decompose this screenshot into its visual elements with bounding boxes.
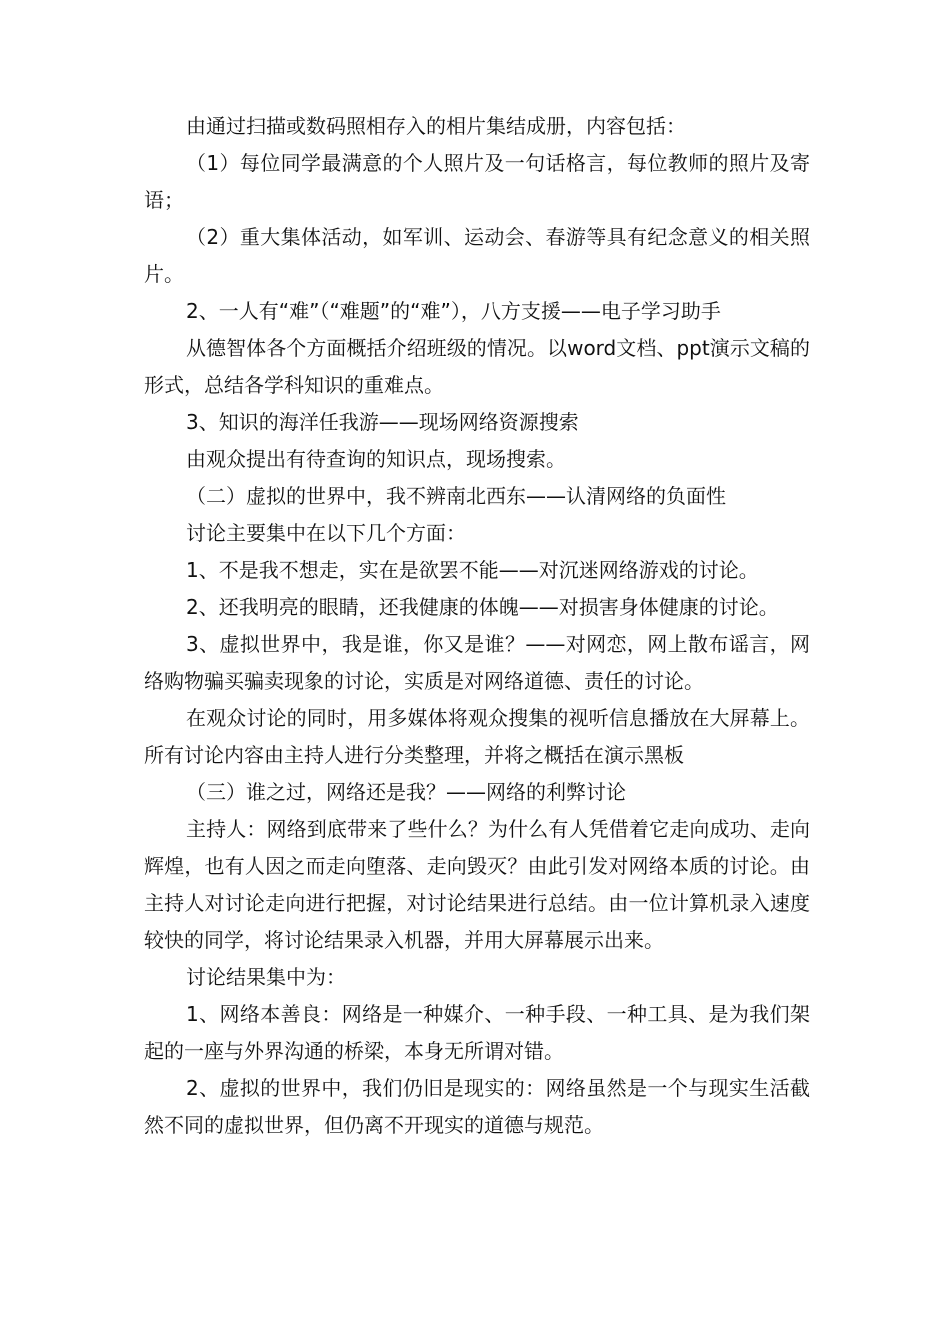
paragraph-item-1: （1）每位同学最满意的个人照片及一句话格言，每位教师的照片及寄语； [144,151,810,212]
paragraph-part-2-heading: （二）虚拟的世界中，我不辨南北西东——认清网络的负面性 [186,484,726,508]
paragraph-discussion-intro: 讨论主要集中在以下几个方面： [186,521,466,545]
paragraph-results-intro: 讨论结果集中为： [186,965,346,989]
paragraph-discussion-1: 1、不是我不想走，实在是欲罢不能——对沉迷网络游戏的讨论。 [186,558,759,582]
paragraph-section-3-body: 由观众提出有待查询的知识点，现场搜索。 [186,447,566,471]
paragraph-multimedia: 在观众讨论的同时，用多媒体将观众搜集的视听信息播放在大屏幕上。所有讨论内容由主持人进行分类整理，并将之概括在演示黑板 [144,706,810,767]
paragraph-discussion-3: 3、虚拟世界中，我是谁，你又是谁？——对网恋，网上散布谣言，网络购物骗买骗卖现象的讨论，实质是对网络道德、责任的讨论。 [144,632,810,693]
paragraph-result-1: 1、网络本善良：网络是一种媒介、一种手段、一种工具、是为我们架起的一座与外界沟通的桥梁，本身无所谓对错。 [144,1002,810,1063]
paragraph-section-2-body: 从德智体各个方面概括介绍班级的情况。以word文档、ppt演示文稿的形式，总结各学科知识的重难点。 [144,336,810,397]
paragraph-section-3-heading: 3、知识的海洋任我游——现场网络资源搜索 [186,410,579,434]
paragraph-discussion-2: 2、还我明亮的眼睛，还我健康的体魄——对损害身体健康的讨论。 [186,595,779,619]
paragraph-photo-album-intro: 由通过扫描或数码照相存入的相片集结成册，内容包括： [186,114,686,138]
paragraph-section-2-heading: 2、一人有“难”（“难题”的“难”），八方支援——电子学习助手 [186,299,721,323]
paragraph-host-discussion: 主持人：网络到底带来了些什么？为什么有人凭借着它走向成功、走向辉煌，也有人因之而走向堕落、走向毁灭？由此引发对网络本质的讨论。由主持人对讨论走向进行把握，对讨论结果进行总结。由一位计算机录入速度较快的同学，将讨论结果录入机器，并用大屏幕展示出来。 [144,817,810,952]
paragraph-result-2: 2、虚拟的世界中，我们仍旧是现实的：网络虽然是一个与现实生活截然不同的虚拟世界，但仍离不开现实的道德与规范。 [144,1076,810,1137]
document-body [144,108,810,1144]
paragraph-item-2: （2）重大集体活动，如军训、运动会、春游等具有纪念意义的相关照片。 [144,225,810,286]
paragraph-part-3-heading: （三）谁之过，网络还是我？——网络的利弊讨论 [186,780,626,804]
